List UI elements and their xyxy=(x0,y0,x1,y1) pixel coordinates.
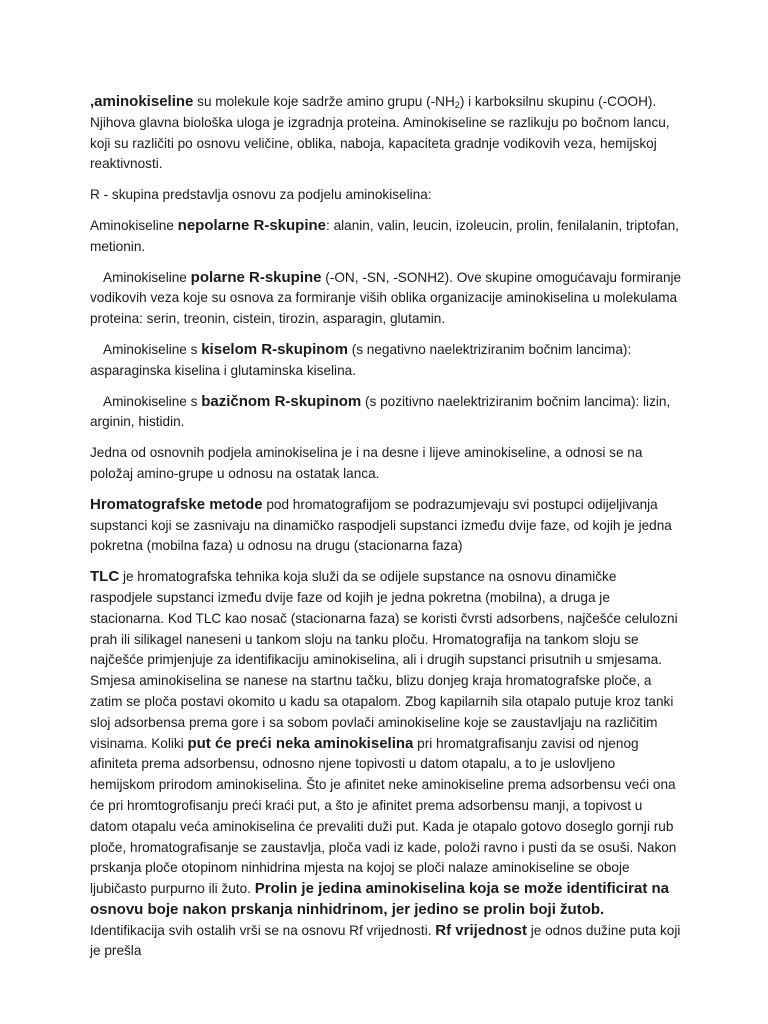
bold-term-prolin: Prolin je jedina aminokiselina koja se može identificirat na osnovu boje nakon prskanja ninhidrinom, jer jedino se prolin boji žutob. xyxy=(90,880,670,918)
paragraph-polarne xyxy=(90,268,682,330)
bold-term-tlc: TLC xyxy=(90,568,120,586)
bold-term-hromatografske-metode: Hromatografske metode xyxy=(90,495,263,513)
paragraph-kisela xyxy=(90,340,682,382)
paragraph-text: pri hromatgrafisanju zavisi od njenog afiniteta prema adsorbensu, odnosno njene topivosti u datom otapalu, a to je uslovljeno hemijskom prirodom aminokiselina. Što je afinitet neke aminokiseline prema adsorbensu veći ona će pri hromtogrofisanju preći kraći put, a što je afinitet prema adsorbensu manji, a topivost u datom otapalu veća aminokiselina će prevaliti duži put. Kada je otapalo gotovo doseglo gornji rub ploče, hromatografisanje se zaustavlja, ploča vadi iz kade, položi ravno i pusti da se osuši. Nakon prskanja ploče otopinom ninhidrina mjesta na kojoj se ploči nalaze aminokiseline se oboje ljubičasto purpurno ili žuto. xyxy=(90,735,677,897)
paragraph-desne-lijeve: Jedna od osnovnih podjela aminokiselina je i na desne i lijeve aminokiseline, a odnosi se na položaj amino-grupe u odnosu na ostatak lanca. xyxy=(90,445,643,481)
paragraph-text: : alanin, valin, leucin, izoleucin, prolin, fenilalanin, triptofan, metionin. xyxy=(90,217,679,254)
paragraph-text: je odnos dužine puta koji je prešla xyxy=(90,922,681,959)
paragraph-bazicna xyxy=(90,392,682,434)
paragraph-tlc xyxy=(90,567,682,962)
paragraph-text: (-ON, -SN, -SONH2). Ove skupine omogućavaju formiranje vodikovih veza koje su osnova za formiranje viših oblika organizacije aminokiselina u molekulama proteina: serin, treonin, cistein, tirozin, asparagin, glutamin. xyxy=(90,269,682,327)
bold-term-put: put će preći neka aminokiselina xyxy=(187,734,414,752)
paragraph-text: pod hromatografijom se podrazumjevaju svi postupci odijeljivanja supstanci koji se zasnivaju na dinamičko raspodjeli supstanci između dvije faze, od kojih je jedna pokretna (mobilna faza) u odnosu na drugu (stacionarna faza) xyxy=(90,496,672,554)
paragraph-text: Aminokiseline xyxy=(103,269,191,285)
paragraph-text: Aminokiseline s xyxy=(103,341,202,357)
paragraph-text: (s pozitivno naelektriziranim bočnim lancima): lizin, arginin, histidin. xyxy=(90,393,671,430)
document-page xyxy=(90,92,682,972)
paragraph-text: je hromatografska tehnika koja služi da se odijele supstance na osnovu dinamičke raspodjele supstanci između dvije faze od kojih je jedna pokretna (mobilna), a druga je stacionarna. Kod TLC kao nosač (stacionarna faza) se koristi čvrsti adsorbens, najčešće celulozni prah ili silikagel naneseni u tankom sloju na tanku ploču. Hromatografija na tankom sloju se najčešće primjenjuje za identifikaciju aminokiselina, ali i drugih supstanci prisutnih u smjesama. Smjesa aminokiselina se nanese na startnu tačku, blizu donjeg kraja hromatografske ploče, a zatim se ploča postavi okomito u kadu sa otapalom. Zbog kapilarnih sila otapalo putuje kroz tanki sloj adsorbensa prema gore i sa sobom povlači aminokiseline koje se zaustavljaju na različitim visinama. Koliki xyxy=(90,569,678,751)
paragraph-text: Identifikacija svih ostalih vrši se na osnovu Rf vrijednosti. xyxy=(90,922,436,938)
bold-term-kisela: kiselom R-skupinom xyxy=(201,340,348,358)
paragraph-text: (s negativno naelektriziranim bočnim lancima): asparaginska kiselina i glutaminska kiselina. xyxy=(90,341,632,378)
paragraph-aminokiseline-definition xyxy=(90,92,682,175)
paragraph-hromatografske-metode xyxy=(90,495,682,557)
bold-term-nepolarne: nepolarne R-skupine xyxy=(177,216,327,234)
paragraph-nepolarne xyxy=(90,216,682,258)
bold-term-polarne: polarne R-skupine xyxy=(190,268,322,286)
paragraph-r-skupina: R - skupina predstavlja osnovu za podjelu aminokiselina: xyxy=(90,187,432,203)
paragraph-text: Aminokiseline xyxy=(90,217,178,233)
paragraph-text: su molekule koje sadrže amino grupu (-NH xyxy=(193,94,455,109)
paragraph-text: ) i karboksilnu skupinu (-COOH). Njihova glavna biološka uloga je izgradnja proteina. Aminokiseline se razlikuju po bočnom lancu, koji su različiti po osnovu veličine, oblika, naboja, kapaciteta gradnje vodikovih veza, hemijskoj reaktivnosti. xyxy=(90,94,670,172)
bold-term-bazicna: bazičnom R-skupinom xyxy=(201,392,362,410)
subscript-2: 2 xyxy=(454,100,460,110)
bold-term-aminokiseline: ,aminokiseline xyxy=(90,93,194,110)
paragraph-text: Aminokiseline s xyxy=(103,393,202,409)
bold-term-rf-vrijednost: Rf vrijednost xyxy=(435,921,527,939)
